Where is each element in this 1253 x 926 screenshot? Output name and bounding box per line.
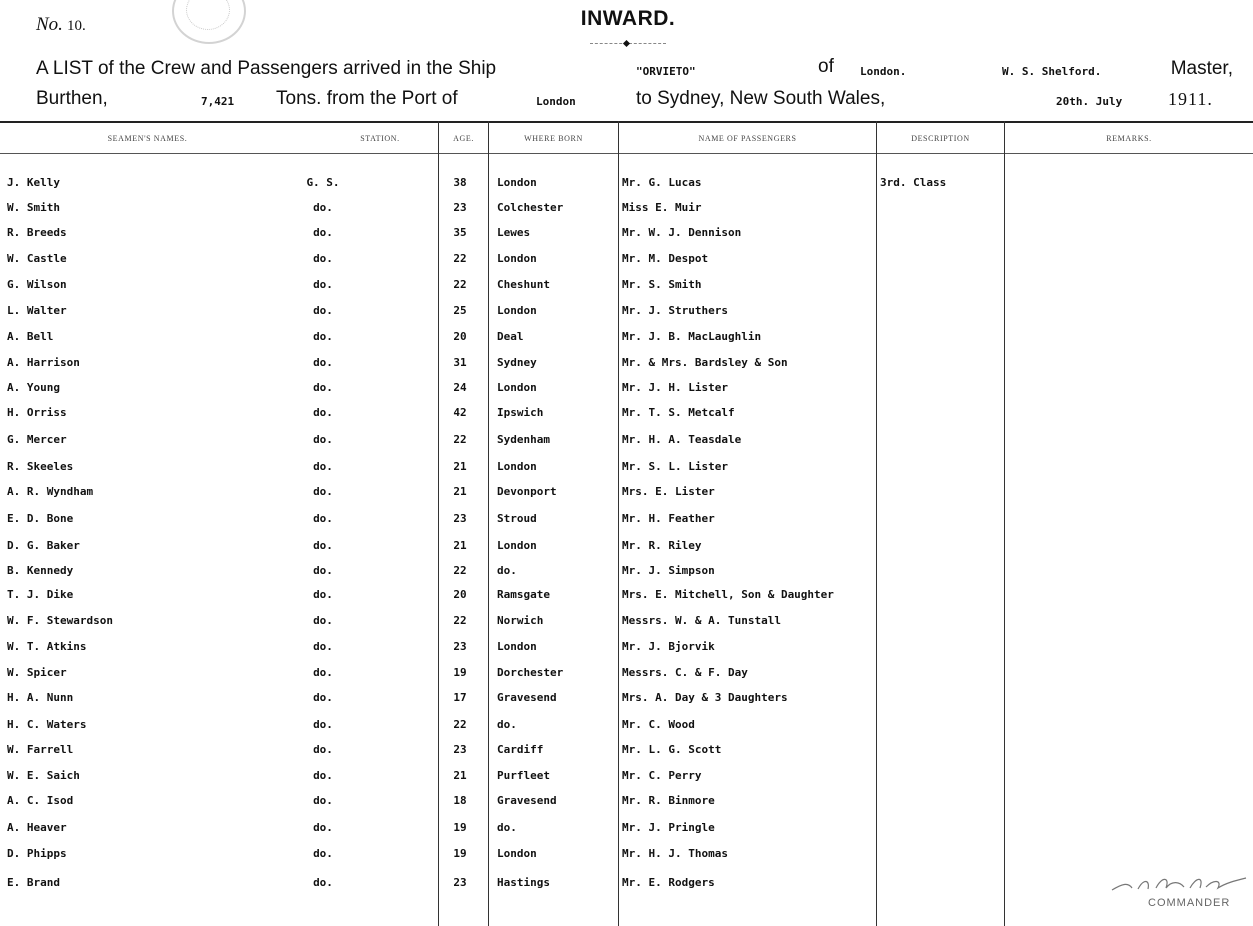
station-cell: do. bbox=[313, 226, 333, 239]
seaman-name: W. Smith bbox=[7, 201, 60, 214]
station-cell: do. bbox=[313, 304, 333, 317]
column-header-age: AGE. bbox=[453, 134, 474, 143]
birthplace-cell: Dorchester bbox=[497, 666, 564, 679]
birthplace-cell: Deal bbox=[497, 330, 524, 343]
form-number bbox=[36, 14, 86, 36]
form-number-label: No. bbox=[36, 14, 63, 35]
seaman-name: A. Harrison bbox=[7, 356, 80, 369]
age-cell: 25 bbox=[453, 304, 467, 317]
table-row bbox=[0, 511, 1005, 535]
age-cell: 21 bbox=[453, 769, 467, 782]
list-title: A LIST of the Crew and Passengers arrived in the Ship bbox=[36, 58, 497, 79]
passenger-name: Mr. M. Despot bbox=[622, 252, 709, 265]
seaman-name: A. R. Wyndham bbox=[7, 485, 94, 498]
birthplace-cell: Cheshunt bbox=[497, 278, 550, 291]
table-row bbox=[0, 200, 1005, 224]
table-row bbox=[0, 639, 1005, 663]
commander-signature bbox=[1110, 874, 1250, 894]
tons-from-label: Tons. from the Port of bbox=[276, 88, 458, 109]
table-row bbox=[0, 405, 1005, 429]
passenger-name: Mr. C. Wood bbox=[622, 718, 695, 731]
ship-name: "ORVIETO" bbox=[636, 65, 696, 78]
passenger-name: Mr. R. Riley bbox=[622, 539, 702, 552]
arrival-year: 1911. bbox=[1168, 89, 1213, 109]
table-row bbox=[0, 355, 1005, 379]
table-row bbox=[0, 717, 1005, 741]
birthplace-cell: Gravesend bbox=[497, 794, 557, 807]
station-cell: do. bbox=[313, 539, 333, 552]
passenger-name: Mr. J. H. Lister bbox=[622, 381, 728, 394]
birthplace-cell: Devonport bbox=[497, 485, 557, 498]
table-row bbox=[0, 742, 1005, 766]
age-cell: 18 bbox=[453, 794, 467, 807]
port-of-registry: London. bbox=[860, 65, 907, 78]
seaman-name: A. Young bbox=[7, 381, 60, 394]
age-cell: 22 bbox=[453, 252, 467, 265]
seaman-name: W. Castle bbox=[7, 252, 67, 265]
station-cell: do. bbox=[313, 640, 333, 653]
age-cell: 20 bbox=[453, 330, 467, 343]
passenger-name: Mrs. A. Day & 3 Daughters bbox=[622, 691, 788, 704]
table-row bbox=[0, 459, 1005, 483]
age-cell: 35 bbox=[453, 226, 467, 239]
birthplace-cell: London bbox=[497, 460, 537, 473]
table-row bbox=[0, 484, 1005, 508]
passenger-name: Mr. & Mrs. Bardsley & Son bbox=[622, 356, 788, 369]
station-cell: do. bbox=[313, 691, 333, 704]
seaman-name: A. Bell bbox=[7, 330, 54, 343]
table-row bbox=[0, 563, 1005, 587]
age-cell: 23 bbox=[453, 743, 467, 756]
age-cell: 31 bbox=[453, 356, 467, 369]
seaman-name: L. Walter bbox=[7, 304, 67, 317]
passenger-name: Mr. S. L. Lister bbox=[622, 460, 728, 473]
passenger-name: Messrs. C. & F. Day bbox=[622, 666, 748, 679]
master-name: W. S. Shelford. bbox=[1002, 65, 1102, 78]
station-cell: do. bbox=[313, 614, 333, 627]
birthplace-cell: Sydney bbox=[497, 356, 537, 369]
birthplace-cell: London bbox=[497, 640, 537, 653]
seaman-name: J. Kelly bbox=[7, 176, 60, 189]
description-cell: 3rd. Class bbox=[880, 176, 947, 189]
column-header-passengers: NAME OF PASSENGERS bbox=[698, 134, 797, 143]
table-row bbox=[0, 380, 1005, 404]
table-header-rule bbox=[0, 153, 1253, 154]
column-header-seamen-names: SEAMEN'S NAMES. bbox=[107, 134, 188, 143]
seaman-name: W. Farrell bbox=[7, 743, 74, 756]
age-cell: 38 bbox=[453, 176, 467, 189]
age-cell: 23 bbox=[453, 640, 467, 653]
table-row bbox=[0, 303, 1005, 327]
seaman-name: E. D. Bone bbox=[7, 512, 74, 525]
station-cell: do. bbox=[313, 564, 333, 577]
birthplace-cell: Stroud bbox=[497, 512, 537, 525]
passenger-name: Mr. T. S. Metcalf bbox=[622, 406, 735, 419]
station-cell: do. bbox=[313, 460, 333, 473]
passenger-name: Mr. J. B. MacLaughlin bbox=[622, 330, 762, 343]
commander-label: COMMANDER bbox=[1148, 897, 1231, 909]
passenger-name: Mr. G. Lucas bbox=[622, 176, 702, 189]
age-cell: 23 bbox=[453, 876, 467, 889]
station-cell: do. bbox=[313, 252, 333, 265]
seaman-name: W. Spicer bbox=[7, 666, 67, 679]
seaman-name: W. F. Stewardson bbox=[7, 614, 113, 627]
station-cell: do. bbox=[313, 201, 333, 214]
age-cell: 22 bbox=[453, 564, 467, 577]
seaman-name: R. Breeds bbox=[7, 226, 67, 239]
destination: to Sydney, New South Wales, bbox=[636, 88, 886, 109]
seaman-name: E. Brand bbox=[7, 876, 60, 889]
seaman-name: A. C. Isod bbox=[7, 794, 74, 807]
birthplace-cell: London bbox=[497, 539, 537, 552]
arrival-date: 20th. July bbox=[1056, 95, 1123, 108]
column-header-station: STATION. bbox=[360, 134, 400, 143]
passenger-name: Mr. H. A. Teasdale bbox=[622, 433, 742, 446]
page-heading: INWARD. bbox=[580, 7, 676, 30]
station-cell: do. bbox=[313, 356, 333, 369]
birthplace-cell: London bbox=[497, 381, 537, 394]
table-row bbox=[0, 225, 1005, 249]
age-cell: 23 bbox=[453, 201, 467, 214]
table-row bbox=[0, 793, 1005, 817]
seaman-name: W. E. Saich bbox=[7, 769, 80, 782]
age-cell: 21 bbox=[453, 539, 467, 552]
station-cell: do. bbox=[313, 769, 333, 782]
column-header-remarks: REMARKS. bbox=[1106, 134, 1152, 143]
age-cell: 22 bbox=[453, 433, 467, 446]
station-cell: do. bbox=[313, 433, 333, 446]
seaman-name: T. J. Dike bbox=[7, 588, 74, 601]
station-cell: do. bbox=[313, 876, 333, 889]
age-cell: 19 bbox=[453, 847, 467, 860]
station-cell: do. bbox=[313, 512, 333, 525]
passenger-name: Mrs. E. Mitchell, Son & Daughter bbox=[622, 588, 834, 601]
birthplace-cell: Norwich bbox=[497, 614, 544, 627]
station-cell: do. bbox=[313, 821, 333, 834]
birthplace-cell: London bbox=[497, 847, 537, 860]
column-header-description: DESCRIPTION bbox=[911, 134, 970, 143]
seaman-name: W. T. Atkins bbox=[7, 640, 87, 653]
passenger-name: Mr. R. Binmore bbox=[622, 794, 715, 807]
table-row bbox=[0, 175, 1005, 199]
age-cell: 19 bbox=[453, 666, 467, 679]
birthplace-cell: London bbox=[497, 304, 537, 317]
seaman-name: G. Mercer bbox=[7, 433, 67, 446]
tonnage: 7,421 bbox=[201, 95, 235, 108]
passenger-name: Mr. L. G. Scott bbox=[622, 743, 722, 756]
from-port: London bbox=[536, 95, 576, 108]
station-cell: do. bbox=[313, 406, 333, 419]
birthplace-cell: Lewes bbox=[497, 226, 531, 239]
age-cell: 24 bbox=[453, 381, 467, 394]
birthplace-cell: Colchester bbox=[497, 201, 564, 214]
passenger-name: Mr. C. Perry bbox=[622, 769, 702, 782]
passenger-name: Mr. J. Bjorvik bbox=[622, 640, 715, 653]
passenger-name: Mr. W. J. Dennison bbox=[622, 226, 742, 239]
station-cell: do. bbox=[313, 588, 333, 601]
passenger-name: Mrs. E. Lister bbox=[622, 485, 715, 498]
passenger-name: Mr. H. Feather bbox=[622, 512, 715, 525]
passenger-name: Mr. J. Simpson bbox=[622, 564, 715, 577]
birthplace-cell: do. bbox=[497, 564, 517, 577]
seaman-name: D. Phipps bbox=[7, 847, 67, 860]
official-stamp bbox=[172, 0, 246, 44]
table-row bbox=[0, 538, 1005, 562]
age-cell: 21 bbox=[453, 460, 467, 473]
birthplace-cell: London bbox=[497, 252, 537, 265]
of-label: of bbox=[818, 56, 834, 77]
form-number-value: 10. bbox=[66, 18, 86, 34]
passenger-name: Mr. E. Rodgers bbox=[622, 876, 715, 889]
table-row bbox=[0, 768, 1005, 792]
age-cell: 21 bbox=[453, 485, 467, 498]
heading-ornament bbox=[590, 43, 666, 45]
seaman-name: H. Orriss bbox=[7, 406, 67, 419]
station-cell: G. S. bbox=[306, 176, 340, 189]
age-cell: 23 bbox=[453, 512, 467, 525]
age-cell: 20 bbox=[453, 588, 467, 601]
passenger-name: Messrs. W. & A. Tunstall bbox=[622, 614, 781, 627]
station-cell: do. bbox=[313, 847, 333, 860]
birthplace-cell: Ramsgate bbox=[497, 588, 550, 601]
seaman-name: R. Skeeles bbox=[7, 460, 74, 473]
birthplace-cell: Ipswich bbox=[497, 406, 544, 419]
table-row bbox=[0, 613, 1005, 637]
age-cell: 17 bbox=[453, 691, 467, 704]
column-header-where-born: WHERE BORN bbox=[524, 134, 583, 143]
age-cell: 42 bbox=[453, 406, 467, 419]
table-row bbox=[0, 690, 1005, 714]
birthplace-cell: do. bbox=[497, 821, 517, 834]
birthplace-cell: Gravesend bbox=[497, 691, 557, 704]
station-cell: do. bbox=[313, 718, 333, 731]
birthplace-cell: do. bbox=[497, 718, 517, 731]
station-cell: do. bbox=[313, 794, 333, 807]
table-top-rule bbox=[0, 121, 1253, 123]
age-cell: 22 bbox=[453, 718, 467, 731]
age-cell: 19 bbox=[453, 821, 467, 834]
birthplace-cell: Hastings bbox=[497, 876, 550, 889]
station-cell: do. bbox=[313, 278, 333, 291]
seaman-name: B. Kennedy bbox=[7, 564, 74, 577]
seaman-name: G. Wilson bbox=[7, 278, 67, 291]
station-cell: do. bbox=[313, 666, 333, 679]
passenger-name: Mr. S. Smith bbox=[622, 278, 702, 291]
table-row bbox=[0, 875, 1005, 899]
birthplace-cell: Purfleet bbox=[497, 769, 550, 782]
age-cell: 22 bbox=[453, 614, 467, 627]
passenger-name: Miss E. Muir bbox=[622, 201, 702, 214]
birthplace-cell: Cardiff bbox=[497, 743, 544, 756]
passenger-name: Mr. J. Struthers bbox=[622, 304, 728, 317]
table-row bbox=[0, 846, 1005, 870]
seaman-name: H. A. Nunn bbox=[7, 691, 74, 704]
seaman-name: D. G. Baker bbox=[7, 539, 80, 552]
seaman-name: A. Heaver bbox=[7, 821, 67, 834]
table-row bbox=[0, 432, 1005, 456]
table-row bbox=[0, 587, 1005, 611]
station-cell: do. bbox=[313, 743, 333, 756]
master-label: Master, bbox=[1170, 58, 1233, 79]
seaman-name: H. C. Waters bbox=[7, 718, 87, 731]
station-cell: do. bbox=[313, 381, 333, 394]
birthplace-cell: Sydenham bbox=[497, 433, 550, 446]
birthplace-cell: London bbox=[497, 176, 537, 189]
passenger-name: Mr. J. Pringle bbox=[622, 821, 715, 834]
burthen-label: Burthen, bbox=[36, 88, 108, 109]
table-row bbox=[0, 277, 1005, 301]
table-row bbox=[0, 329, 1005, 353]
station-cell: do. bbox=[313, 485, 333, 498]
table-row bbox=[0, 251, 1005, 275]
table-row bbox=[0, 665, 1005, 689]
age-cell: 22 bbox=[453, 278, 467, 291]
passenger-name: Mr. H. J. Thomas bbox=[622, 847, 728, 860]
table-row bbox=[0, 820, 1005, 844]
station-cell: do. bbox=[313, 330, 333, 343]
